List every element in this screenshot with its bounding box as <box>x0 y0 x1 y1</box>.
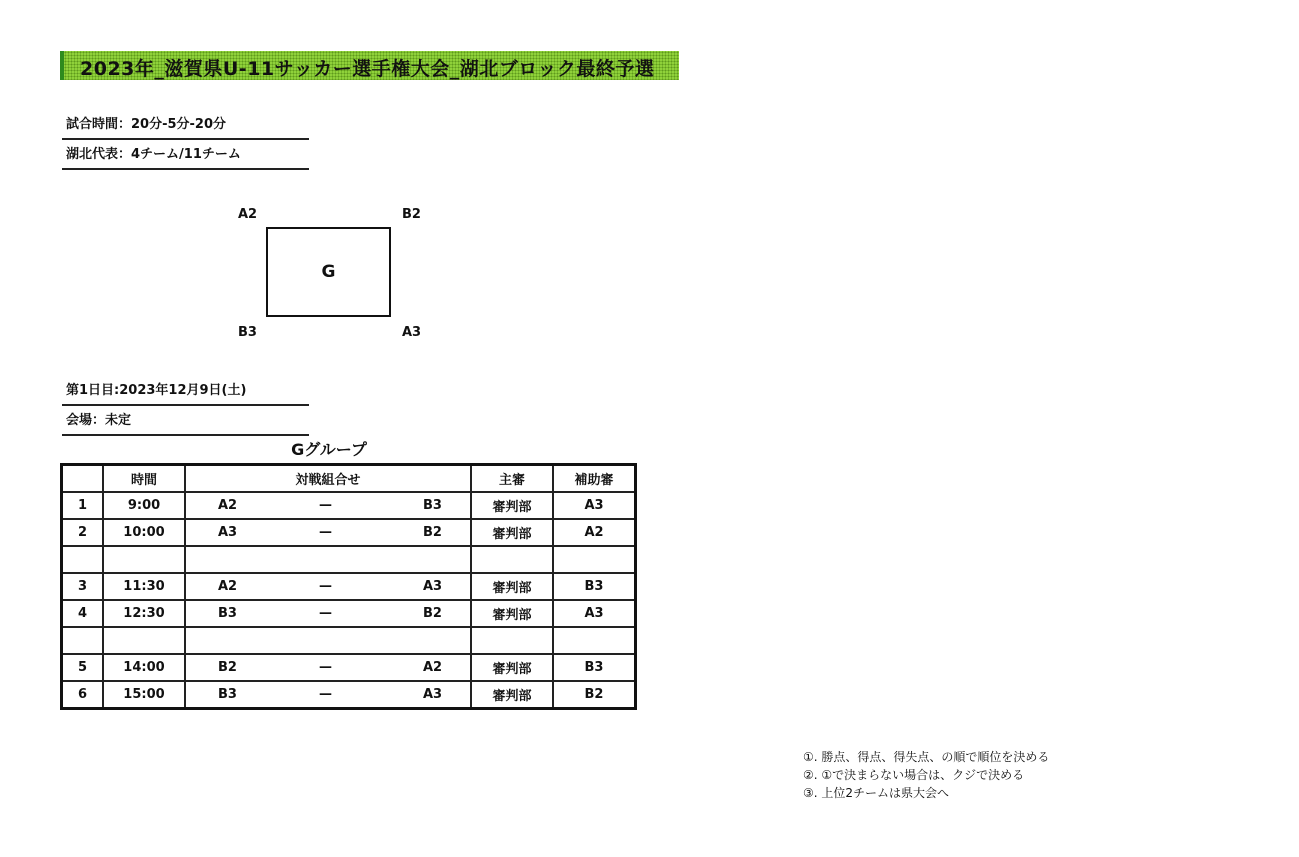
referee <box>471 627 553 654</box>
home-team: A2 <box>218 579 238 594</box>
group-box-label: G <box>321 262 336 282</box>
matchup-cell <box>185 654 471 681</box>
versus-dash: — <box>319 498 332 513</box>
representatives-text: 湖北代表：4チーム/11チーム <box>66 147 241 162</box>
match-time: 14:00 <box>103 654 185 681</box>
assistant-referee: A2 <box>553 519 636 546</box>
representatives-line <box>62 142 309 170</box>
date-text: 第1日目:2023年12月9日(土) <box>66 383 247 398</box>
referee: 審判部 <box>471 681 553 709</box>
table-row <box>62 681 636 709</box>
matchup <box>186 574 470 599</box>
venue-text: 会場：未定 <box>66 413 132 428</box>
note-item: ③. 上位2チームは県大会へ <box>803 786 950 800</box>
home-team: A2 <box>218 498 238 513</box>
group-box <box>266 227 391 317</box>
assistant-referee: A3 <box>553 492 636 519</box>
versus-dash: — <box>319 525 332 540</box>
versus-dash: — <box>319 579 332 594</box>
match-time: 9:00 <box>103 492 185 519</box>
away-team: A3 <box>423 579 443 594</box>
diagram-top-right: B2 <box>402 207 421 222</box>
table-row <box>62 546 636 573</box>
referee: 審判部 <box>471 519 553 546</box>
home-team: B2 <box>218 660 237 675</box>
match-number: 1 <box>62 492 104 519</box>
matchup <box>186 682 470 707</box>
matchup <box>186 628 470 653</box>
matchup <box>186 493 470 518</box>
match-time <box>103 627 185 654</box>
header-time: 時間 <box>103 465 185 493</box>
note-item: ①. 勝点、得点、得失点、の順で順位を決める <box>803 750 1050 764</box>
match-time: 11:30 <box>103 573 185 600</box>
assistant-referee: B3 <box>553 573 636 600</box>
match-number: 6 <box>62 681 104 709</box>
matchup <box>186 601 470 626</box>
assistant-referee <box>553 546 636 573</box>
match-number <box>62 546 104 573</box>
table-header-row <box>62 465 636 493</box>
versus-dash: — <box>319 606 332 621</box>
match-time-text: 試合時間：20分-5分-20分 <box>66 117 227 132</box>
group-title: Gグループ <box>291 440 367 459</box>
title-banner <box>60 51 679 80</box>
diagram-bottom-right: A3 <box>402 325 422 340</box>
matchup-cell <box>185 492 471 519</box>
table-row <box>62 654 636 681</box>
header-matchup: 対戦組合せ <box>185 465 471 493</box>
match-number: 3 <box>62 573 104 600</box>
home-team: A3 <box>218 525 238 540</box>
matchup <box>186 547 470 572</box>
match-number: 5 <box>62 654 104 681</box>
assistant-referee: B2 <box>553 681 636 709</box>
table-row <box>62 600 636 627</box>
header-referee: 主審 <box>471 465 553 493</box>
match-number: 2 <box>62 519 104 546</box>
referee: 審判部 <box>471 654 553 681</box>
table-row <box>62 573 636 600</box>
diagram-bottom-left: B3 <box>238 325 257 340</box>
match-time: 12:30 <box>103 600 185 627</box>
schedule-table <box>60 463 637 710</box>
referee: 審判部 <box>471 600 553 627</box>
referee: 審判部 <box>471 492 553 519</box>
away-team: B2 <box>423 525 442 540</box>
matchup-cell <box>185 546 471 573</box>
versus-dash: — <box>319 687 332 702</box>
matchup <box>186 520 470 545</box>
matchup-cell <box>185 519 471 546</box>
away-team: A3 <box>423 687 443 702</box>
date-line <box>62 378 309 406</box>
versus-dash: — <box>319 660 332 675</box>
table-row <box>62 492 636 519</box>
assistant-referee <box>553 627 636 654</box>
matchup-cell <box>185 573 471 600</box>
matchup-cell <box>185 627 471 654</box>
header-no <box>62 465 104 493</box>
page-title: 2023年_滋賀県U-11サッカー選手権大会_湖北ブロック最終予選 <box>80 58 655 80</box>
matchup-cell <box>185 600 471 627</box>
header-assistant: 補助審 <box>553 465 636 493</box>
match-number <box>62 627 104 654</box>
matchup-cell <box>185 681 471 709</box>
home-team: B3 <box>218 606 237 621</box>
matchup <box>186 655 470 680</box>
match-time-line <box>62 112 309 140</box>
venue-line <box>62 408 309 436</box>
assistant-referee: A3 <box>553 600 636 627</box>
table-row <box>62 627 636 654</box>
note-item: ②. ①で決まらない場合は、クジで決める <box>803 768 1025 782</box>
rules-notes <box>803 748 1049 802</box>
home-team: B3 <box>218 687 237 702</box>
referee <box>471 546 553 573</box>
referee: 審判部 <box>471 573 553 600</box>
away-team: B2 <box>423 606 442 621</box>
away-team: A2 <box>423 660 443 675</box>
match-time: 10:00 <box>103 519 185 546</box>
match-number: 4 <box>62 600 104 627</box>
away-team: B3 <box>423 498 442 513</box>
table-row <box>62 519 636 546</box>
match-time <box>103 546 185 573</box>
match-time: 15:00 <box>103 681 185 709</box>
diagram-top-left: A2 <box>238 207 258 222</box>
assistant-referee: B3 <box>553 654 636 681</box>
